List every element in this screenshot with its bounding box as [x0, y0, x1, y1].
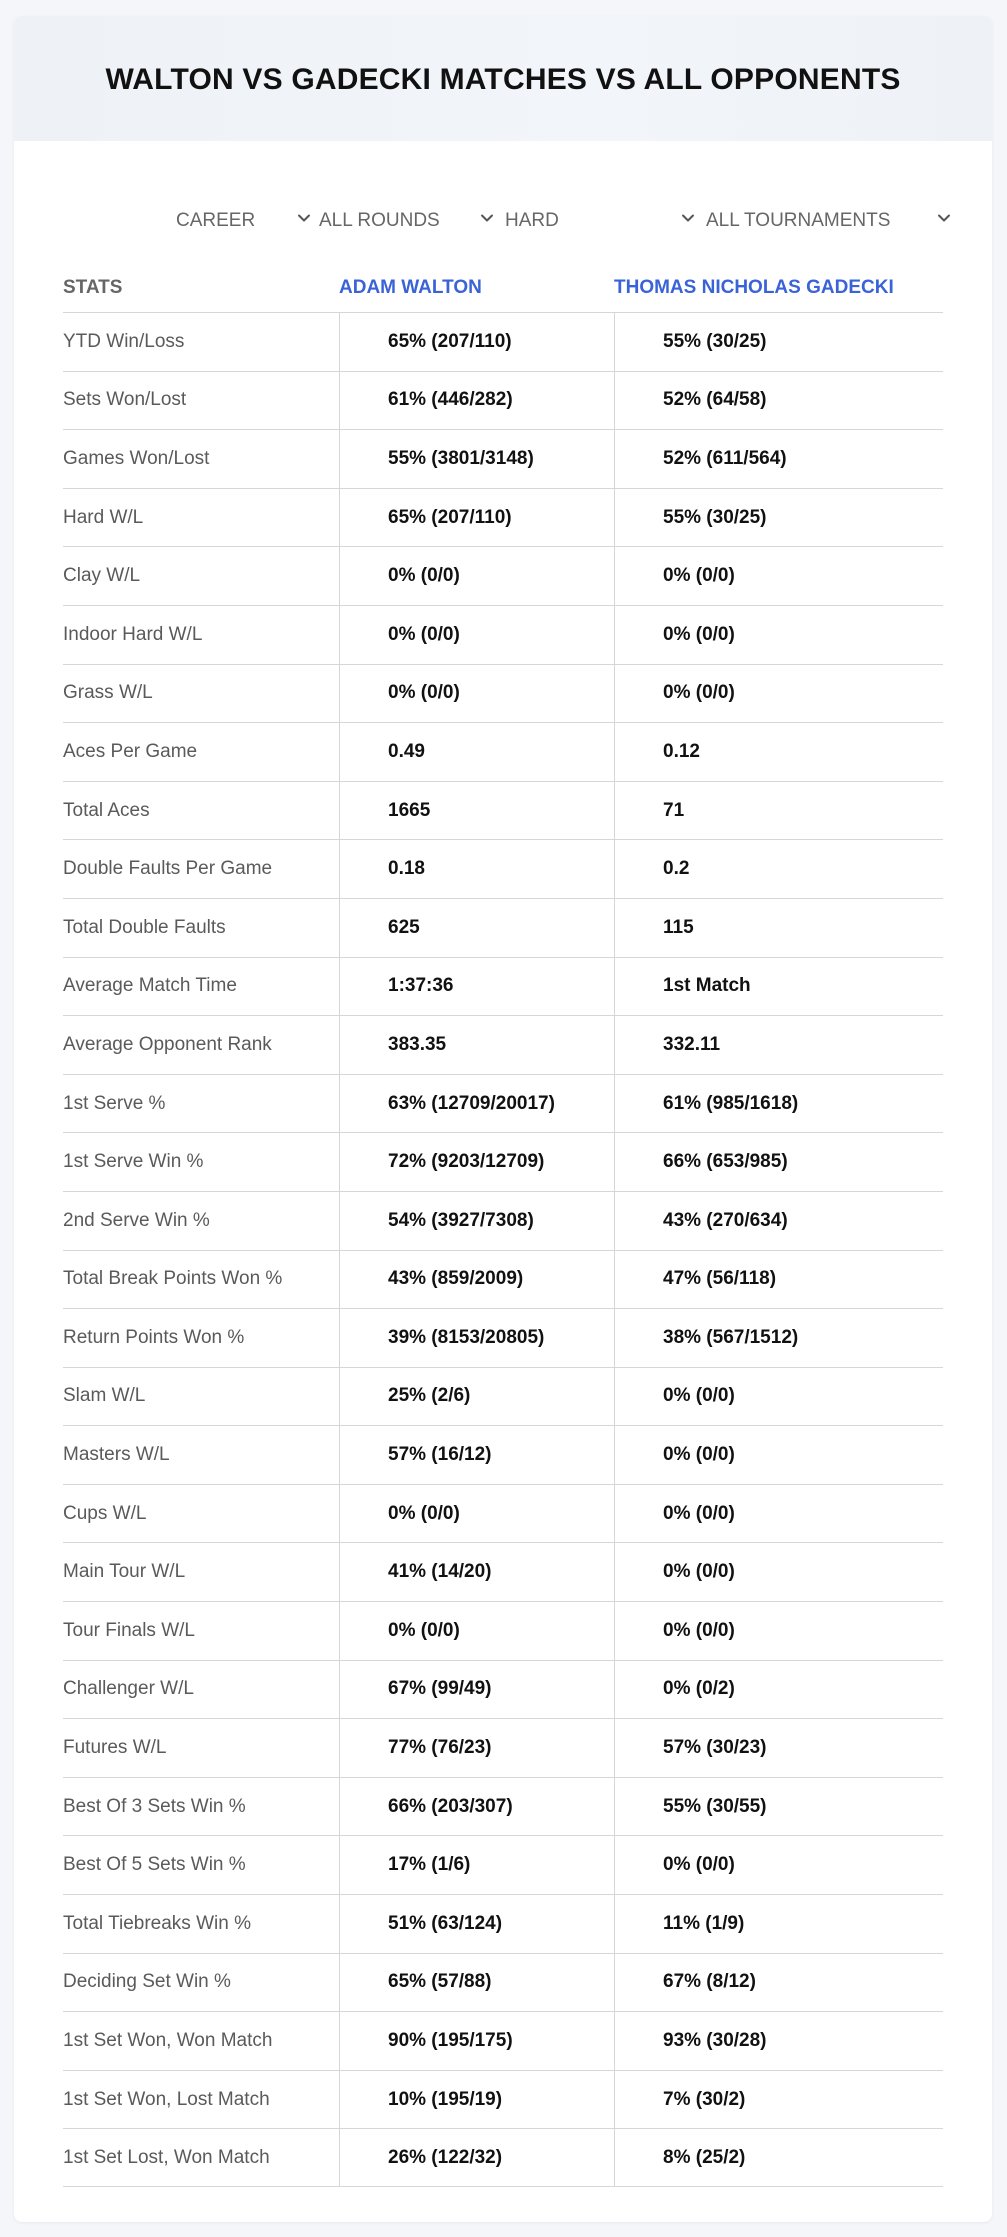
period-select-value: CAREER	[176, 210, 256, 231]
player2-stat-value: 0% (0/0)	[614, 1368, 943, 1426]
player1-stat-value: 72% (9203/12709)	[339, 1133, 614, 1191]
player2-link[interactable]: THOMAS NICHOLAS GADECKI	[614, 277, 894, 298]
player2-stat-value: 0% (0/0)	[614, 1602, 943, 1660]
stat-label: Return Points Won %	[63, 1326, 245, 1348]
player1-stat-value: 57% (16/12)	[339, 1426, 614, 1484]
player2-stat-value: 0% (0/0)	[614, 1836, 943, 1894]
player1-stat-value: 55% (3801/3148)	[339, 430, 614, 488]
player2-stat-value: 55% (30/55)	[614, 1778, 943, 1836]
stat-label: Total Aces	[63, 799, 150, 821]
chevron-down-icon	[680, 210, 696, 226]
table-row	[63, 781, 943, 840]
player1-stat-value: 41% (14/20)	[339, 1543, 614, 1601]
stat-label: Futures W/L	[63, 1737, 167, 1759]
player2-stat-value: 52% (611/564)	[614, 430, 943, 488]
player2-stat-value: 332.11	[614, 1016, 943, 1074]
stat-label: Total Break Points Won %	[63, 1268, 283, 1290]
player1-stat-value: 51% (63/124)	[339, 1895, 614, 1953]
player2-stat-value: 0% (0/0)	[614, 1485, 943, 1543]
surface-select[interactable]	[505, 196, 559, 246]
table-row	[63, 1835, 943, 1894]
surface-select-value: HARD	[505, 210, 559, 231]
player1-stat-value: 10% (195/19)	[339, 2071, 614, 2129]
player2-stat-value: 11% (1/9)	[614, 1895, 943, 1953]
stat-label: Hard W/L	[63, 506, 144, 528]
player1-stat-value: 1665	[339, 782, 614, 840]
player2-stat-value: 66% (653/985)	[614, 1133, 943, 1191]
stat-label: Deciding Set Win %	[63, 1971, 231, 1993]
round-select[interactable]	[319, 196, 440, 246]
stat-label: Double Faults Per Game	[63, 858, 273, 880]
player2-stat-value: 0% (0/0)	[614, 1543, 943, 1601]
stat-label: Sets Won/Lost	[63, 389, 187, 411]
player2-stat-value: 67% (8/12)	[614, 1954, 943, 2012]
stat-label: 1st Set Won, Lost Match	[63, 2088, 270, 2110]
table-row	[63, 1074, 943, 1133]
stat-label: Games Won/Lost	[63, 447, 210, 469]
table-row	[63, 312, 943, 371]
player2-stat-value: 57% (30/23)	[614, 1719, 943, 1777]
stat-label: Aces Per Game	[63, 740, 198, 762]
player2-stat-value: 93% (30/28)	[614, 2012, 943, 2070]
table-row	[63, 2011, 943, 2070]
table-row	[63, 957, 943, 1016]
player1-stat-value: 0.49	[339, 723, 614, 781]
stat-label: Slam W/L	[63, 1385, 146, 1407]
stat-label: Clay W/L	[63, 565, 141, 587]
table-row	[63, 1484, 943, 1543]
table-row	[63, 1894, 943, 1953]
stat-label: Cups W/L	[63, 1502, 147, 1524]
player2-stat-value: 61% (985/1618)	[614, 1075, 943, 1133]
tournament-select-value: ALL TOURNAMENTS	[706, 210, 891, 231]
table-row	[63, 1132, 943, 1191]
player1-stat-value: 26% (122/32)	[339, 2129, 614, 2186]
chevron-down-icon	[479, 210, 495, 226]
player1-link[interactable]: ADAM WALTON	[339, 277, 482, 298]
player2-stat-value: 47% (56/118)	[614, 1251, 943, 1309]
player2-stat-value: 0% (0/0)	[614, 665, 943, 723]
table-row	[63, 488, 943, 547]
player1-stat-value: 0% (0/0)	[339, 606, 614, 664]
table-row	[63, 722, 943, 781]
player1-stat-value: 63% (12709/20017)	[339, 1075, 614, 1133]
player2-stat-value: 0% (0/0)	[614, 1426, 943, 1484]
player1-stat-value: 90% (195/175)	[339, 2012, 614, 2070]
table-row	[63, 1191, 943, 1250]
player2-stat-value: 0.12	[614, 723, 943, 781]
table-row	[63, 1601, 943, 1660]
player1-stat-value: 0% (0/0)	[339, 1485, 614, 1543]
table-row	[63, 839, 943, 898]
player2-stat-value: 38% (567/1512)	[614, 1309, 943, 1367]
chevron-down-icon	[296, 210, 312, 226]
stat-label: Average Match Time	[63, 975, 237, 997]
player2-stat-value: 71	[614, 782, 943, 840]
filter-bar	[14, 196, 992, 246]
player1-stat-value: 66% (203/307)	[339, 1778, 614, 1836]
player1-stat-value: 39% (8153/20805)	[339, 1309, 614, 1367]
table-row	[63, 605, 943, 664]
stat-label: 1st Serve %	[63, 1092, 166, 1114]
table-row	[63, 1660, 943, 1719]
player1-stat-value: 0.18	[339, 840, 614, 898]
stat-label: Best Of 5 Sets Win %	[63, 1854, 246, 1876]
table-row	[63, 1308, 943, 1367]
stat-label: Main Tour W/L	[63, 1561, 186, 1583]
table-row	[63, 1425, 943, 1484]
stat-label: Grass W/L	[63, 682, 153, 704]
stats-card	[14, 16, 992, 2222]
table-row	[63, 2070, 943, 2129]
stat-label: 1st Set Won, Won Match	[63, 2030, 273, 2052]
player1-stat-value: 0% (0/0)	[339, 547, 614, 605]
player2-stat-value: 0% (0/0)	[614, 606, 943, 664]
player2-stat-value: 8% (25/2)	[614, 2129, 943, 2186]
player2-stat-value: 0% (0/2)	[614, 1661, 943, 1719]
stat-label: YTD Win/Loss	[63, 330, 185, 352]
table-row	[63, 2128, 943, 2187]
player1-stat-value: 54% (3927/7308)	[339, 1192, 614, 1250]
stat-label: Tour Finals W/L	[63, 1619, 195, 1641]
player1-stat-value: 17% (1/6)	[339, 1836, 614, 1894]
player1-stat-value: 0% (0/0)	[339, 665, 614, 723]
player1-stat-value: 65% (57/88)	[339, 1954, 614, 2012]
table-row	[63, 546, 943, 605]
player2-stat-value: 0.2	[614, 840, 943, 898]
player1-stat-value: 65% (207/110)	[339, 489, 614, 547]
stat-label: Total Double Faults	[63, 916, 226, 938]
player1-stat-value: 67% (99/49)	[339, 1661, 614, 1719]
table-row	[63, 1777, 943, 1836]
page-title: WALTON VS GADECKI MATCHES VS ALL OPPONENTS	[105, 62, 901, 96]
table-row	[63, 429, 943, 488]
stat-label: Challenger W/L	[63, 1678, 194, 1700]
player2-stat-value: 52% (64/58)	[614, 372, 943, 430]
stat-label: Total Tiebreaks Win %	[63, 1912, 251, 1934]
stat-label: Indoor Hard W/L	[63, 623, 203, 645]
stat-label: 1st Serve Win %	[63, 1151, 204, 1173]
tournament-select[interactable]	[706, 196, 890, 246]
stat-label: 1st Set Lost, Won Match	[63, 2146, 270, 2168]
stats-column-header: STATS	[63, 277, 123, 298]
player1-stat-value: 383.35	[339, 1016, 614, 1074]
stat-label: Masters W/L	[63, 1444, 170, 1466]
player1-stat-value: 625	[339, 899, 614, 957]
player2-stat-value: 115	[614, 899, 943, 957]
table-row	[63, 664, 943, 723]
player1-stat-value: 61% (446/282)	[339, 372, 614, 430]
player1-stat-value: 65% (207/110)	[339, 313, 614, 371]
player2-stat-value: 43% (270/634)	[614, 1192, 943, 1250]
table-row	[63, 1250, 943, 1309]
player2-stat-value: 55% (30/25)	[614, 489, 943, 547]
stats-table	[63, 312, 943, 2187]
chevron-down-icon	[936, 210, 952, 226]
table-row	[63, 1015, 943, 1074]
table-row	[63, 1718, 943, 1777]
table-row	[63, 1953, 943, 2012]
player2-stat-value: 1st Match	[614, 958, 943, 1016]
player1-stat-value: 0% (0/0)	[339, 1602, 614, 1660]
player2-stat-value: 0% (0/0)	[614, 547, 943, 605]
stat-label: Best Of 3 Sets Win %	[63, 1795, 246, 1817]
page-header	[14, 16, 992, 141]
stat-label: Average Opponent Rank	[63, 1033, 272, 1055]
player1-stat-value: 77% (76/23)	[339, 1719, 614, 1777]
player1-stat-value: 1:37:36	[339, 958, 614, 1016]
table-row	[63, 371, 943, 430]
player1-stat-value: 43% (859/2009)	[339, 1251, 614, 1309]
period-select[interactable]	[176, 196, 255, 246]
player2-stat-value: 55% (30/25)	[614, 313, 943, 371]
round-select-value: ALL ROUNDS	[319, 210, 440, 231]
table-row	[63, 1367, 943, 1426]
player1-stat-value: 25% (2/6)	[339, 1368, 614, 1426]
player2-stat-value: 7% (30/2)	[614, 2071, 943, 2129]
table-row	[63, 898, 943, 957]
stat-label: 2nd Serve Win %	[63, 1209, 210, 1231]
table-row	[63, 1542, 943, 1601]
